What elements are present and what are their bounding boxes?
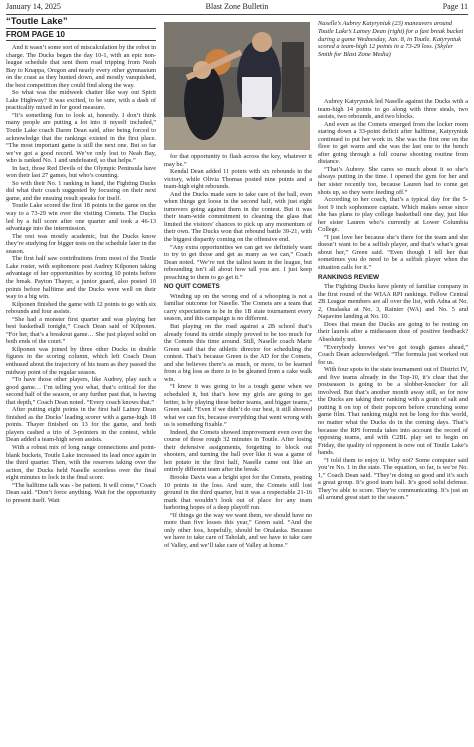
paragraph: “If things go the way we want them, we should have no more than five losses this year,” Green said. “And the only other loss, hopefully, should be Onalaska. Because we have to take care of Taholah, and we have to take care of Valley, and we’ll take care of Valley at home.” bbox=[164, 511, 312, 549]
paragraph: According to her coach, that’s a typical day for the 5-foot 9 inch sophomore captain. Which makes sense since she has plans to play college basketball one day, just like her sister Lauren who’s currently at Lower Columbia College. bbox=[318, 196, 468, 234]
paragraph: “That’s Aubrey. She cares so much about it so she’s always putting in the time. I opened the gym for her and her sister recently too, because Lauren had to come get shots up, so they were feeding off.” bbox=[318, 165, 468, 196]
publication-name: Blast Zone Bulletin bbox=[205, 2, 269, 11]
paragraph: But playing on the road against a 2B school that’s already found its stride simply proved to be too much for the Comets this time around. Still, Naselle coach Marie Green said that the athletic director for scheduling the contest. That’s because Green is the AD for the Comets, and she believes there’s as much, or more, to be learned from a big loss as there is to be gleaned from a cake walk win. bbox=[164, 323, 312, 383]
paragraph: So what was the midweek chatter like way out Spirit Lake Highway? It was excited, to be sure, with a dash of practicality mixed in for good measure. bbox=[6, 89, 156, 112]
column-2-body-continued bbox=[164, 293, 312, 550]
subhead-rankings-review: RANKINGS REVIEW bbox=[318, 273, 380, 281]
paragraph: “The halftime talk was - be patient. It will come,” Coach Dean said. “Don’t force anything. Wait for the opportunity to present itself. Wait bbox=[6, 481, 156, 504]
subhead-no-quit-comets: NO QUIT COMETS bbox=[164, 283, 220, 291]
paragraph: In fact, those Red Devils of the Olympic Peninsula have won their last 27 games, but who’s counting. bbox=[6, 164, 156, 180]
paragraph: Kilponen finished the game with 12 points to go with six rebounds and four assists. bbox=[6, 300, 156, 316]
paragraph: Toutle Lake scored the first 18 points in the game on the way to a 73-29 win over the visiting Comets. The Ducks led by a full score after one quarter and took a 46-13 advantage into the intermission. bbox=[6, 202, 156, 233]
paragraph: Kilponen was joined by three other Ducks in double figures in the scoring column, which left Coach Dean enthused about the trajectory of his team as they passed the midway point of the regular season. bbox=[6, 345, 156, 376]
paragraph: After putting eight points in the first half Lainey Dean finished as the Ducks’ leading scorer with a game-high 18 points. Thayer finished on 13 for the game, and both players cashed a trio of 3-pointers in the contest, while Dean added a team-high seven assists. bbox=[6, 406, 156, 444]
paragraph: Does that mean the Ducks are going to be resting on their laurels after a midseason dose of positive feedback? Absolutely not. bbox=[318, 320, 468, 343]
paragraph: The first half saw contributions from most of the Toutle Lake roster, with sophomore post Audrey Kilponen taking advantage of her opportunities by scoring 10 points before the break. Payton Thayer, a junior guard, also posted 10 points before halftime and the Ducks were well on their way to a big win. bbox=[6, 255, 156, 301]
page-number: Page 11 bbox=[442, 2, 468, 11]
paragraph: Indeed, the Comets showed improvement even over the course of those rough 32 minutes in Toutle. After losing their defensive assignments, forgetting to block out shooters, and turning the ball over like it was a game of hot potato in the first half, Naselle came out like an entirely different team after the break. bbox=[164, 428, 312, 474]
column-3-body bbox=[318, 98, 468, 272]
paragraph: With four spots to the state tournament out of District IV, and five teams already in the Top-10, it’s clear that the postseason is going to be a slobber-knocker for all involved. But that’s another month away still, so for now the Ducks are taking their ranking with a grain of salt and putting it on top of their popcorn before crunching some game film. That ranking might not be long for this world, no matter what the Ducks do in the coming days. That’s because the RPI formula takes into account the record of opposing teams, and with C2BL play set to begin on Friday, the quality of opponent is now out of Toutle Lake’s hands. bbox=[318, 366, 468, 457]
issue-date: January 14, 2025 bbox=[6, 2, 61, 11]
continued-from: FROM PAGE 10 bbox=[6, 28, 156, 41]
paragraph: Aubrey Katyryniuk led Naselle against the Ducks with a team-high 14 points to go along with three steals, two assists, two rebounds, and two blocks. bbox=[318, 98, 468, 121]
article-title: “Toutle Lake” bbox=[6, 16, 68, 27]
photo-illustration bbox=[164, 22, 310, 150]
paragraph: “She had a monster first quarter and was playing her best basketball tonight,” Coach Dean said of Kilponen. “For her, that’s a breakout game… She just played solid on both ends of the court.” bbox=[6, 315, 156, 346]
paragraph: And it wasn’t some sort of miscalculation by the robot in charge. The Ducks began the day 10-1, with an epic non-league schedule that sent them road tripping from Neah Bay to Knappa, Oregon and nearly every other gymnasium on the coast as they hunted down, and mostly vanquished, the best competition they could find along the way. bbox=[6, 44, 156, 89]
column-3-body-continued bbox=[318, 283, 468, 502]
paragraph: “I told them to enjoy it. Why not? Some computer said you’re No. 1 in the state. The equation, so far, is we’re No. 1,” Coach Dean said. “They’re doing so good and it’s such a great group. It’s good team ball. It’s good solid defense. They’re able to score. They’re communicating. It’s just an all around great start to the season.” bbox=[318, 456, 468, 502]
basketball-photo bbox=[164, 22, 310, 150]
paragraph: With a robust mix of long range connections and point-blank buckets, Toutle Lake increased its lead once again in the third quarter. Then, with the reserves taking over the action, the Ducks held Naselle scoreless over the final eight minutes to lock in the final score. bbox=[6, 443, 156, 482]
paragraph: Kendal Dean added 11 points with six rebounds in the victory, while Olivia Thomas posted nine points and a team-high eight rebounds. bbox=[164, 168, 312, 191]
paragraph: for that opportunity to flash across the key, whatever it may be.” bbox=[164, 153, 312, 168]
page-header bbox=[6, 0, 468, 15]
paragraph: The Fighting Ducks have plenty of familiar company in the first round of the WIAA RPI rankings. Fellow Central 2B League members are all over the list, with Adna at No. 2, Onalaska at No. 3, Rainier (WA) and No. 5 and Napavine landing at No. 10. bbox=[318, 283, 468, 321]
photo-caption: Naselle’s Aubrey Katyryniuk (23) maneuvers around Toutle Lake’s Lainey Dean (right) for a fast break bucket during a game Wednesday, Jan. 8, in Toutle. Katyryniuk scored a team-high 12 points in a 73-29 loss. (Skyler Smith for Blast Zone Media) bbox=[318, 20, 464, 59]
paragraph: So with their No. 1 ranking in hand, the Fighting Ducks did what their coach suggested by focusing on their next game, and the ensuing result speaks for itself. bbox=[6, 179, 156, 202]
paragraph: “I knew it was going to be a tough game when we scheduled it, but that’s how my girls are going to get better, is by playing these better teams, and bigger teams,” Green said. “Even if we didn’t do our best, it still showed what we can fix, because everything that went wrong with us is something fixable.” bbox=[164, 383, 312, 429]
column-1-body bbox=[6, 44, 156, 504]
column-3 bbox=[318, 98, 468, 502]
paragraph: “Any extra opportunities we can get we definitely want to try to get those and get as many as we can,” Coach Dean noted. “We’re not the tallest team in the league, but rebounding isn’t all about how tall you are. I just keep preaching to them to go get it.” bbox=[164, 243, 312, 281]
column-1 bbox=[6, 16, 156, 504]
paragraph: Brooke Davis was a bright spot for the Comets, posting 10 points in the loss. And sure, the Comets still lost ground in the third quarter, but it was a respectable 21-16 mark that wouldn’t look out of place for any team harboring hopes of a deep playoff run. bbox=[164, 473, 312, 512]
paragraph: The rest was mostly academic, but the Ducks know they’re studying for bigger tests on the schedule later in the season. bbox=[6, 232, 156, 255]
column-2 bbox=[164, 153, 312, 549]
paragraph: “It’s something fun to look at, honestly. I don’t think many people are putting a lot into it myself included,” Toutle Lake coach Daren Dean said, after being forced to acknowledge that the rankings existed in the first place. “The most important game is still the next one. But so far we’ve got a good record. We’ve only lost to Neah Bay, who is ranked No. 1 and undefeated, so that helps.” bbox=[6, 111, 156, 165]
column-2-body bbox=[164, 153, 312, 281]
paragraph: And the Ducks made sure to take care of the ball, even when things got loose in the second half, with just eight turnovers going against them in the contest. But it was their team-wide commitment to cleaning the glass that limited the visitors’ chances to pick up any momentum of their own. The Ducks won that rebound battle 39-21, with the biggest disparity coming on the offensive end. bbox=[164, 190, 312, 244]
paragraph: “To have those other players, like Audrey, play such a good game… I’m telling you what, that’s critical for the second half of the season, or any further past that, is having that depth,” Coach Dean noted. “Every coach knows that.” bbox=[6, 376, 156, 406]
paragraph: Winding up on the wrong end of a whooping is not a familiar outcome for Naselle. The Comets are a team that carry expectations to be in the 1B state tournament every season, and this campaign is no different. bbox=[164, 292, 312, 323]
paragraph: “I just love her because she’s there for the team and she doesn’t want to be a selfish player, and that’s what’s great about her,” Green said. “Even though I tell her that sometimes you do need to be a selfish player when the situation calls for it.” bbox=[318, 233, 468, 272]
paragraph: And even as the Comets emerged from the locker room staring down a 33-point deficit after halftime, Katyryniuk continued to put her work in. She was the first one on the floor to get warm and she was the last one to the bench after going through a full course shooting routine from distance. bbox=[318, 120, 468, 166]
paragraph: “Everybody knows we’ve got tough games ahead,” Coach Dean acknowledged. “The formula just worked out for us. bbox=[318, 343, 468, 366]
